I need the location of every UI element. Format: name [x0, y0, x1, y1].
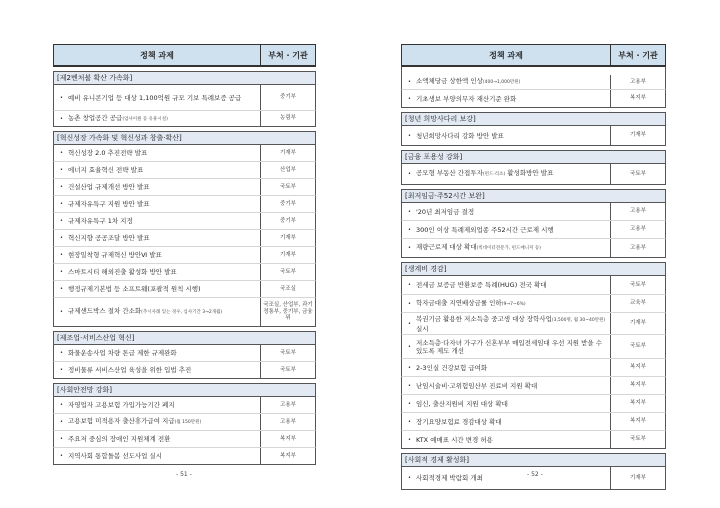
policy-text-suffix: 활성화방안 발표 — [505, 169, 554, 177]
policy-cell — [54, 179, 261, 195]
policy-main-text: 청년희망사다리 강화 방안 발표 — [415, 131, 504, 140]
table-row — [401, 276, 666, 295]
dept-cell: 국토부 — [630, 170, 646, 177]
policy-main-text: 소액체당금 상한액 인상 — [415, 77, 483, 85]
bullet-icon: • — [60, 201, 63, 207]
bullet-icon: • — [408, 171, 411, 177]
bullet-icon: • — [408, 436, 411, 443]
policy-text — [68, 435, 170, 443]
policy-cell — [54, 362, 261, 378]
section-title: [제2벤처붐 확산 가속화] — [53, 71, 316, 85]
policy-text — [416, 132, 504, 140]
section-gap — [401, 67, 666, 75]
table-row — [401, 413, 666, 431]
policy-cell — [54, 145, 261, 161]
dept-cell: 국토부 — [630, 281, 646, 288]
dept-cell: 복지부 — [630, 382, 646, 389]
policy-cell — [402, 395, 611, 412]
section-title: [청년 희망사다리 보강] — [401, 112, 666, 126]
policy-main-text: 복권기금 활용한 저소득층 중고생 대상 장학사업 — [415, 314, 552, 323]
policy-cell — [54, 345, 261, 361]
table-row — [53, 414, 316, 431]
policy-main-text: '20년 최저임금 결정 — [415, 207, 475, 216]
bullet-icon: • — [408, 320, 411, 327]
dept-cell: 기재부 — [630, 474, 646, 481]
policy-main-text: 건설산업 규제개선 방안 발표 — [67, 183, 150, 191]
policy-text — [416, 339, 606, 355]
bullet-icon: • — [60, 94, 63, 101]
table-row — [53, 264, 316, 281]
policy-cell — [402, 221, 611, 238]
bullet-icon: • — [408, 364, 411, 371]
bullet-icon: • — [60, 218, 63, 224]
policy-main-text: 장기요양보험료 경감대상 확대 — [415, 417, 502, 426]
bullet-icon: • — [408, 79, 411, 85]
dept-cell: 복지부 — [280, 435, 296, 442]
section-title: [생계비 경감] — [401, 262, 666, 276]
dept-cell: 국조실 — [280, 285, 296, 292]
policy-main-text: 화물운송사업 차량 톤급 제한 규제완화 — [67, 349, 177, 357]
dept-cell: 중기부 — [280, 94, 296, 101]
bullet-icon: • — [60, 115, 63, 122]
policy-cell — [402, 126, 611, 145]
table-row — [401, 359, 666, 377]
page-number-right: - 52 - — [527, 471, 543, 478]
dept-cell: 기재부 — [630, 320, 646, 327]
dept-cell: 중기부 — [280, 217, 296, 224]
policy-cell — [54, 111, 261, 126]
dept-cell: 국토부 — [280, 268, 296, 275]
policy-cell — [402, 335, 611, 358]
bullet-icon: • — [60, 402, 63, 408]
dept-cell: 기재부 — [630, 132, 646, 139]
table-row — [53, 345, 316, 362]
bullet-icon: • — [60, 419, 63, 425]
policy-cell — [54, 213, 261, 229]
bullet-icon: • — [60, 252, 63, 258]
policy-main-text: 공모형 부동산 간접투자 — [415, 169, 483, 177]
table-header — [53, 44, 316, 67]
table-header — [401, 44, 666, 67]
policy-text — [68, 366, 191, 374]
table-row — [53, 162, 316, 179]
table-row — [401, 75, 666, 90]
policy-text — [416, 169, 553, 179]
bullet-icon: • — [60, 269, 63, 275]
bullet-icon: • — [60, 184, 63, 190]
dept-cell: 기재부 — [280, 149, 296, 156]
bullet-icon: • — [60, 150, 63, 156]
policy-text — [68, 234, 150, 242]
table-row — [401, 239, 666, 258]
policy-main-text: 혁신성장 2.0 추진전략 발표 — [67, 149, 148, 157]
bullet-icon: • — [408, 400, 411, 407]
dept-cell: 고용부 — [630, 244, 646, 251]
policy-cell — [54, 196, 261, 212]
policy-main-text: 행정규제기본법 등 소프트웨(포괄적 원칙 시행) — [67, 285, 201, 293]
dept-cell: 복지부 — [630, 418, 646, 425]
table-row — [53, 196, 316, 213]
policy-cell — [402, 467, 611, 489]
policy-cell — [54, 298, 261, 326]
policy-cell — [54, 397, 261, 413]
table-row — [53, 179, 316, 196]
policy-note: (월 150만원) — [174, 420, 202, 425]
dept-cell: 국토부 — [280, 366, 296, 373]
policy-text — [68, 401, 175, 409]
bullet-icon: • — [60, 367, 63, 373]
dept-header: 부처 · 기관 — [268, 50, 308, 60]
table-row — [401, 313, 666, 335]
table-row — [401, 295, 666, 313]
policy-cell — [54, 85, 261, 110]
bullet-icon: • — [60, 286, 63, 292]
table-body — [53, 67, 316, 465]
dept-cell: 교육부 — [630, 300, 646, 307]
table-row — [53, 111, 316, 127]
page-number-left: - 51 - — [176, 471, 192, 478]
section-title: [사회적 경제 활성화] — [401, 453, 666, 467]
policy-cell — [402, 377, 611, 394]
table-row — [401, 90, 666, 108]
policy-cell — [402, 359, 611, 376]
bullet-icon: • — [408, 343, 411, 350]
policy-main-text: 임신, 출산지원비 지원 대상 확대 — [415, 399, 508, 408]
policy-main-text: 지역사회 통합돌봄 선도사업 실시 — [67, 452, 163, 460]
dept-cell: 기재부 — [280, 251, 296, 258]
policy-text — [416, 382, 537, 390]
bullet-icon: • — [408, 300, 411, 307]
policy-text — [416, 243, 541, 253]
dept-cell: 고용부 — [280, 401, 296, 408]
policy-main-text: 주요저 중심의 장애인 지원체계 전환 — [67, 435, 171, 443]
policy-cell — [402, 75, 611, 89]
policy-note: (추시사례 있는 경우, 심사기간 3→2개월) — [141, 310, 223, 315]
policy-main-text: 정비물류 서비스산업 육성을 위한 입법 추진 — [67, 366, 192, 374]
policy-text — [416, 418, 502, 426]
bullet-icon: • — [60, 350, 63, 356]
policy-note: (업사이클 등 유휴시설) — [122, 116, 168, 122]
bullet-icon: • — [408, 282, 411, 288]
table-row — [401, 335, 666, 359]
dept-cell: 기재부 — [280, 234, 296, 241]
policy-text — [416, 77, 520, 87]
policy-text — [68, 268, 177, 276]
policy-text — [68, 149, 147, 157]
policy-main-text: 현장밀착형 규제혁신 방안Ⅵ 발표 — [67, 251, 162, 259]
policy-cell — [402, 90, 611, 107]
policy-text — [68, 452, 162, 460]
bullet-icon: • — [60, 453, 63, 459]
policy-text — [68, 307, 222, 317]
policy-text — [68, 114, 168, 124]
policy-main-text: 규제자유특구 1차 지정 — [67, 217, 133, 225]
policy-cell — [402, 431, 611, 448]
policy-text — [68, 183, 150, 191]
page-51 — [53, 44, 316, 465]
policy-cell — [402, 239, 611, 257]
table-body — [401, 67, 666, 490]
dept-cell: 산업부 — [280, 166, 296, 173]
table-row — [53, 213, 316, 230]
table-row — [401, 395, 666, 413]
dept-cell: 고용부 — [280, 418, 296, 425]
table-row — [53, 298, 316, 327]
policy-cell — [402, 313, 611, 334]
dept-cell: 중기부 — [280, 200, 296, 207]
table-row — [53, 397, 316, 414]
bullet-icon: • — [408, 226, 411, 233]
policy-text — [416, 364, 487, 372]
policy-text — [416, 208, 474, 216]
policy-cell — [54, 230, 261, 246]
section-title: [금융 포용성 강화] — [401, 150, 666, 164]
policy-note: (빅데이터전문가, 펀드매니저 등) — [476, 246, 541, 251]
dept-cell: 국조실, 산업부, 과기정통부, 중기부, 금융위 — [263, 302, 313, 322]
table-row — [53, 448, 316, 465]
policy-main-text: 고용보험 미적용자 출산휴가급여 지급 — [67, 417, 175, 425]
policy-text — [416, 299, 526, 309]
table-row — [53, 362, 316, 379]
dept-cell: 고용부 — [630, 208, 646, 215]
policy-cell — [54, 448, 261, 464]
table-row — [53, 281, 316, 298]
bullet-icon: • — [408, 418, 411, 425]
dept-cell: 국토부 — [630, 436, 646, 443]
dept-cell: 고용부 — [630, 78, 646, 85]
policy-main-text: 2-3인실 건강보험 급여화 — [415, 363, 488, 372]
policy-cell — [402, 276, 611, 294]
policy-note: (400→1,000만원) — [482, 80, 521, 85]
policy-text — [68, 94, 241, 102]
policy-main-text: 기초생보 부양의무자 재산기준 완화 — [415, 94, 517, 103]
section-title: [사회안전망 강화] — [53, 383, 316, 397]
dept-cell: 고용부 — [630, 226, 646, 233]
dept-cell: 농림부 — [280, 115, 296, 122]
policy-text — [416, 400, 508, 408]
table-row — [53, 431, 316, 448]
bullet-icon: • — [408, 245, 411, 251]
policy-text — [68, 217, 133, 225]
policy-text — [68, 349, 177, 357]
table-row — [53, 145, 316, 162]
bullet-icon: • — [408, 95, 411, 102]
policy-main-text: 에너지 효율혁신 전략 발표 — [67, 166, 144, 174]
section-title: [최저임금·주52시간 보완] — [401, 189, 666, 203]
policy-cell — [54, 431, 261, 447]
policy-cell — [402, 203, 611, 220]
dept-cell: 국토부 — [630, 343, 646, 350]
bullet-icon: • — [60, 436, 63, 442]
policy-text — [416, 95, 516, 103]
policy-main-text: 300인 이상 특례제외업종 주52시간 근로제 시행 — [415, 225, 554, 234]
dept-cell: 국토부 — [280, 183, 296, 190]
policy-main-text: 전세금 보증금 반환보증 특례(HUG) 전국 확대 — [415, 281, 547, 289]
policy-main-text: 혁신지향 공공조달 방안 발표 — [67, 234, 150, 242]
policy-main-text: 사회적경제 박람회 개최 — [415, 474, 483, 482]
bullet-icon: • — [408, 475, 411, 481]
policy-text — [416, 226, 554, 234]
table-row — [401, 203, 666, 221]
policy-main-text: 학자금대출 지연배상금률 인하 — [415, 298, 502, 307]
policy-cell — [54, 414, 261, 430]
table-row — [53, 247, 316, 264]
bullet-icon: • — [60, 309, 63, 315]
policy-text — [416, 474, 483, 482]
policy-text-suffix: 실시 — [415, 324, 429, 333]
bullet-icon: • — [60, 167, 63, 173]
policy-text — [68, 166, 143, 174]
section-title: [혁신성장 가속화 및 혁신성과 창출·확산] — [53, 131, 316, 145]
policy-cell — [402, 164, 611, 184]
bullet-icon: • — [408, 132, 411, 139]
policy-text — [416, 281, 547, 289]
policy-main-text: 스마트시티 해외진출 활성화 방안 발표 — [67, 268, 177, 276]
bullet-icon: • — [408, 382, 411, 389]
policy-main-text: 규제샌드박스 절차 간소화 — [67, 307, 142, 315]
dept-cell: 복지부 — [280, 452, 296, 459]
policy-cell — [402, 295, 611, 312]
bullet-icon: • — [60, 235, 63, 241]
policy-header: 정책 과제 — [54, 45, 261, 65]
table-row — [53, 85, 316, 111]
policy-cell — [54, 281, 261, 297]
bullet-icon: • — [408, 208, 411, 215]
policy-cell — [54, 264, 261, 280]
table-row — [401, 431, 666, 449]
dept-header: 부처 · 기관 — [618, 50, 658, 60]
policy-text — [68, 251, 162, 259]
dept-cell: 복지부 — [630, 400, 646, 407]
policy-main-text: 자영업자 고용보험 가입가능기간 폐지 — [67, 401, 175, 409]
policy-note: (9→7~6%) — [501, 301, 526, 307]
table-row — [401, 126, 666, 146]
policy-main-text: 저소득층·다자녀 가구가 신혼부부 매입전세임대 우선 지원 받을 수 있도록 제도 개선 — [415, 338, 603, 355]
policy-text — [68, 200, 150, 208]
policy-cell — [402, 413, 611, 430]
table-row — [401, 164, 666, 185]
policy-main-text: 재량근로제 대상 확대 — [415, 243, 477, 251]
policy-text — [68, 417, 201, 427]
policy-main-text: 난임시술비·고위험임산부 진료비 지원 확대 — [415, 381, 538, 390]
policy-text — [416, 436, 493, 444]
policy-text — [68, 285, 201, 293]
policy-text — [416, 315, 606, 333]
policy-main-text: 예비 유니콘기업 등 대상 1,100억원 규모 기보 특례보증 공급 — [67, 93, 242, 102]
policy-note: (펀드·리츠) — [482, 172, 506, 177]
section-title: [제조업·서비스산업 혁신] — [53, 331, 316, 345]
dept-cell: 복지부 — [630, 364, 646, 371]
policy-cell — [54, 162, 261, 178]
table-row — [401, 377, 666, 395]
page-52 — [401, 44, 666, 490]
table-row — [53, 230, 316, 247]
dept-cell: 복지부 — [630, 95, 646, 102]
dept-cell: 국토부 — [280, 349, 296, 356]
policy-header: 정책 과제 — [402, 45, 611, 65]
policy-cell — [54, 247, 261, 263]
policy-main-text: 규제자유특구 지원 방안 발표 — [67, 200, 150, 208]
policy-note: (3,500명, 월 30~40만원) — [551, 317, 606, 323]
policy-main-text: KTX 예매표 시간 변경 허용 — [415, 435, 493, 444]
table-row — [401, 221, 666, 239]
policy-main-text: 농촌 창업공간 공급 — [67, 113, 123, 122]
